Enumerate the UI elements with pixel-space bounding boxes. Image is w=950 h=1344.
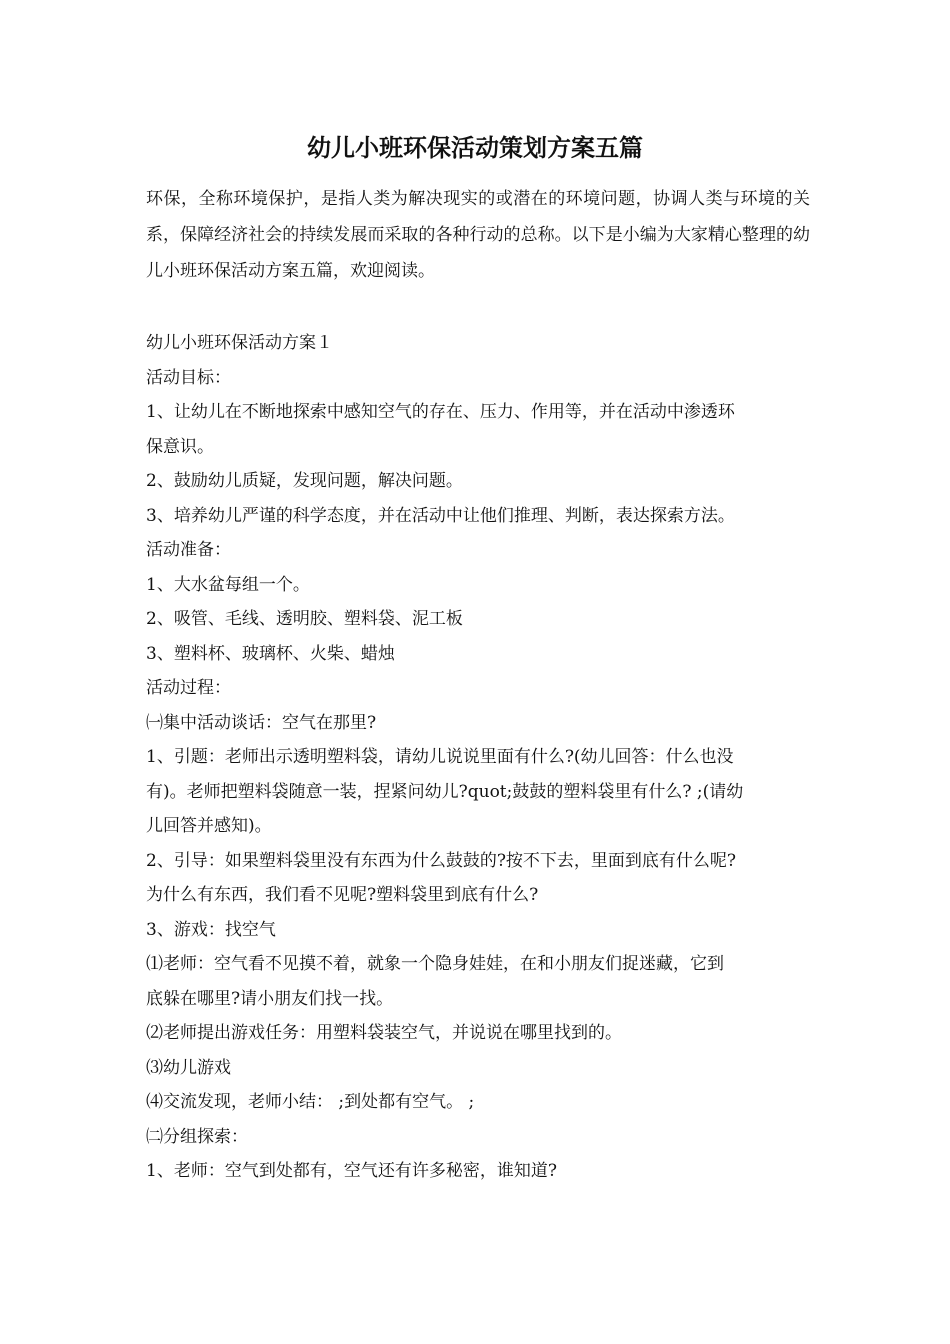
body-line: 底躲在哪里?请小朋友们找一找。 [146, 988, 394, 1009]
body-line: 2、吸管、毛线、透明胶、塑料袋、泥工板 [146, 609, 463, 629]
body-line: ⑷交流发现，老师小结： ;到处都有空气。 ; [146, 1092, 475, 1112]
body-line: ⑵老师提出游戏任务：用塑料袋装空气，并说说在哪里找到的。 [146, 1023, 622, 1043]
document-body [146, 326, 810, 1189]
body-line: 2、鼓励幼儿质疑，发现问题，解决问题。 [146, 471, 463, 491]
section-heading: 幼儿小班环保活动方案１ [146, 333, 333, 353]
body-line: 1、大水盆每组一个。 [146, 574, 310, 595]
body-line: 1、老师：空气到处都有，空气还有许多秘密，谁知道? [146, 1161, 557, 1181]
body-line: 3、游戏：找空气 [146, 919, 276, 940]
subheading-goals: 活动目标： [146, 367, 231, 388]
intro-paragraph: 环保，全称环境保护，是指人类为解决现实的或潜在的环境问题，协调人类与环境的关系，保障经济社会的持续发展而采取的各种行动的总称。以下是小编为大家精心整理的幼儿小班环保活动方案五篇，欢迎阅读。 [146, 189, 810, 281]
body-line: 1、引题：老师出示透明塑料袋，请幼儿说说里面有什么?(幼儿回答：什么也没 [146, 747, 734, 767]
body-line: 儿回答并感知)。 [146, 816, 272, 836]
subheading-preparation: 活动准备： [146, 540, 231, 560]
body-line: ⑴老师：空气看不见摸不着，就象一个隐身娃娃，在和小朋友们捉迷藏，它到 [146, 954, 724, 974]
body-line: 1、让幼儿在不断地探索中感知空气的存在、压力、作用等，并在活动中渗透环 [146, 402, 735, 422]
body-line: 3、培养幼儿严谨的科学态度，并在活动中让他们推理、判断，表达探索方法。 [146, 505, 735, 526]
body-line: ㈠集中活动谈话：空气在那里? [146, 712, 377, 733]
body-line: 保意识。 [146, 436, 214, 457]
body-line: 2、引导：如果塑料袋里没有东西为什么鼓鼓的?按不下去，里面到底有什么呢? [146, 850, 737, 871]
body-line: 有)。老师把塑料袋随意一装，捏紧问幼儿?quot;鼓鼓的塑料袋里有什么? ;(请幼 [146, 781, 744, 802]
body-line: 为什么有东西，我们看不见呢?塑料袋里到底有什么? [146, 885, 539, 905]
body-line: 3、塑料杯、玻璃杯、火柴、蜡烛 [146, 643, 395, 664]
subheading-process: 活动过程： [146, 678, 231, 698]
body-line: ⑶幼儿游戏 [146, 1057, 231, 1078]
document-title: 幼儿小班环保活动策划方案五篇 [307, 133, 643, 162]
subheading-group-exploration: ㈡分组探索： [146, 1126, 248, 1147]
